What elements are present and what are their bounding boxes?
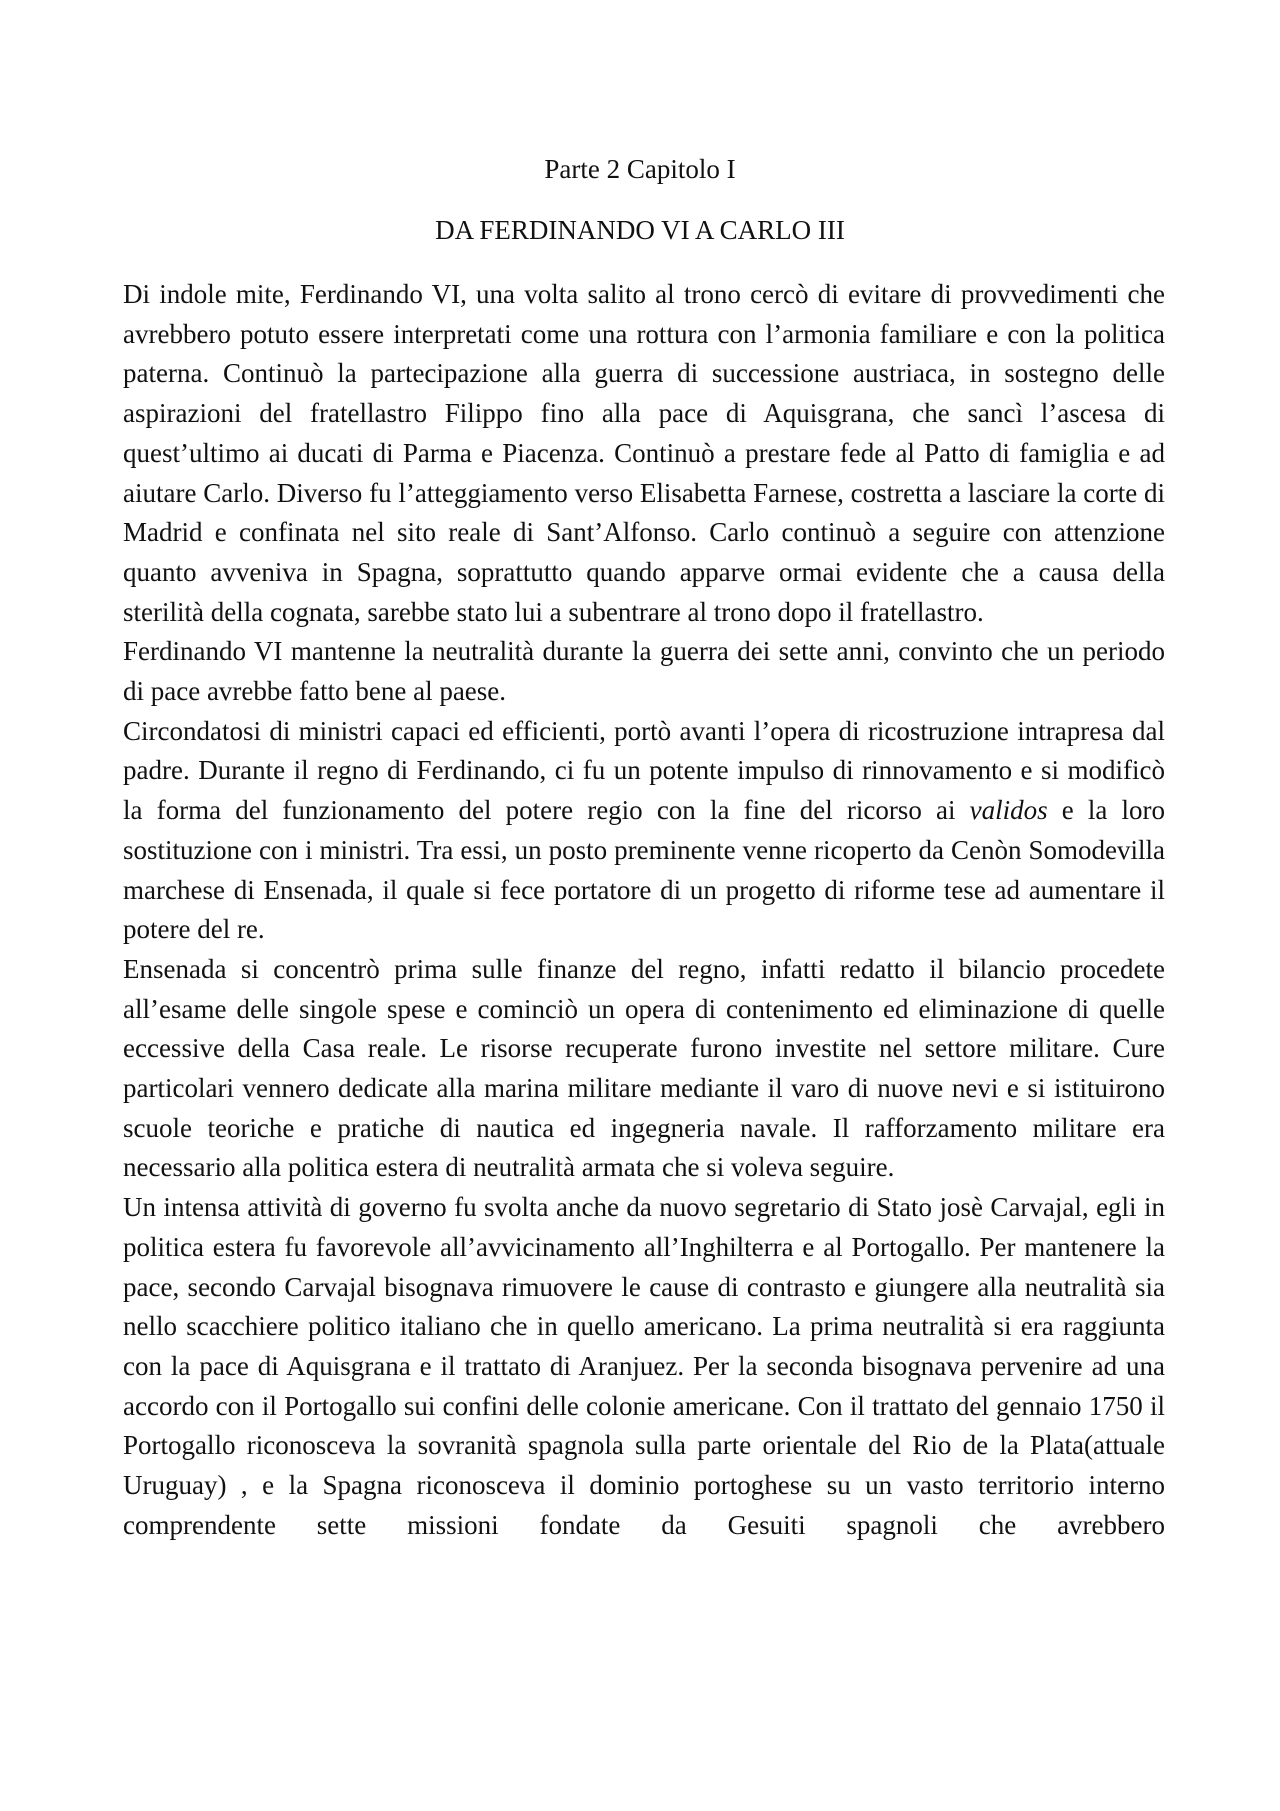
paragraph-3-italic-term: validos: [969, 795, 1048, 826]
body-text: [123, 275, 1165, 1546]
paragraph-3-text-before: Circondatosi di ministri capaci ed efficienti, portò avanti l’opera di ricostruzione intrapresa dal padre. Durante il regno di Ferdinando, ci fu un potente impulso di rinnovamento e si modificò la forma del funzionamento del potere regio con la fine del ricorso ai: [123, 715, 1165, 826]
chapter-title: DA FERDINANDO VI A CARLO III: [435, 215, 845, 245]
paragraph-3: [123, 712, 1165, 950]
paragraph-1: Di indole mite, Ferdinando VI, una volta salito al trono cercò di evitare di provvedimenti che avrebbero potuto essere interpretati come una rottura con l’armonia familiare e con la politica paterna. Continuò la partecipazione alla guerra di successione austriaca, in sostegno delle aspirazioni del fratellastro Filippo fino alla pace di Aquisgrana, che sancì l’ascesa di quest’ultimo ai ducati di Parma e Piacenza. Continuò a prestare fede al Patto di famiglia e ad aiutare Carlo. Diverso fu l’atteggiamento verso Elisabetta Farnese, costretta a lasciare la corte di Madrid e confinata nel sito reale di Sant’Alfonso. Carlo continuò a seguire con attenzione quanto avveniva in Spagna, soprattutto quando apparve ormai evidente che a causa della sterilità della cognata, sarebbe stato lui a subentrare al trono dopo il fratellastro.: [123, 279, 1165, 627]
paragraph-3-text-after: e la loro sostituzione con i ministri. Tra essi, un posto preminente venne ricoperto da Cenòn Somodevilla marchese di Ensenada, il quale si fece portatore di un progetto di riforme tese ad aumentare il potere del re.: [123, 795, 1165, 945]
part-title: Parte 2 Capitolo I: [544, 154, 736, 184]
paragraph-4: Ensenada si concentrò prima sulle finanze del regno, infatti redatto il bilancio procedete all’esame delle singole spese e cominciò un opera di contenimento ed eliminazione di quelle eccessive della Casa reale. Le risorse recuperate furono investite nel settore militare. Cure particolari vennero dedicate alla marina militare mediante il varo di nuove nevi e si istituirono scuole teoriche e pratiche di nautica ed ingegneria navale. Il rafforzamento militare era necessario alla politica estera di neutralità armata che si voleva seguire.: [123, 953, 1165, 1183]
paragraph-5: Un intensa attività di governo fu svolta anche da nuovo segretario di Stato josè Carvajal, egli in politica estera fu favorevole all’avvicinamento all’Inghilterra e al Portogallo. Per mantenere la pace, secondo Carvajal bisognava rimuovere le cause di contrasto e giungere alla neutralità sia nello scacchiere politico italiano che in quello americano. La prima neutralità si era raggiunta con la pace di Aquisgrana e il trattato di Aranjuez. Per la seconda bisognava pervenire ad una accordo con il Portogallo sui confini delle colonie americane. Con il trattato del gennaio 1750 il Portogallo riconosceva la sovranità spagnola sulla parte orientale del Rio de la Plata(attuale Uruguay) , e la Spagna riconosceva il dominio portoghese su un vasto territorio interno comprendente sette missioni fondate da Gesuiti spagnoli che avrebbero: [123, 1192, 1165, 1540]
paragraph-2: Ferdinando VI mantenne la neutralità durante la guerra dei sette anni, convinto che un periodo di pace avrebbe fatto bene al paese.: [123, 636, 1165, 707]
